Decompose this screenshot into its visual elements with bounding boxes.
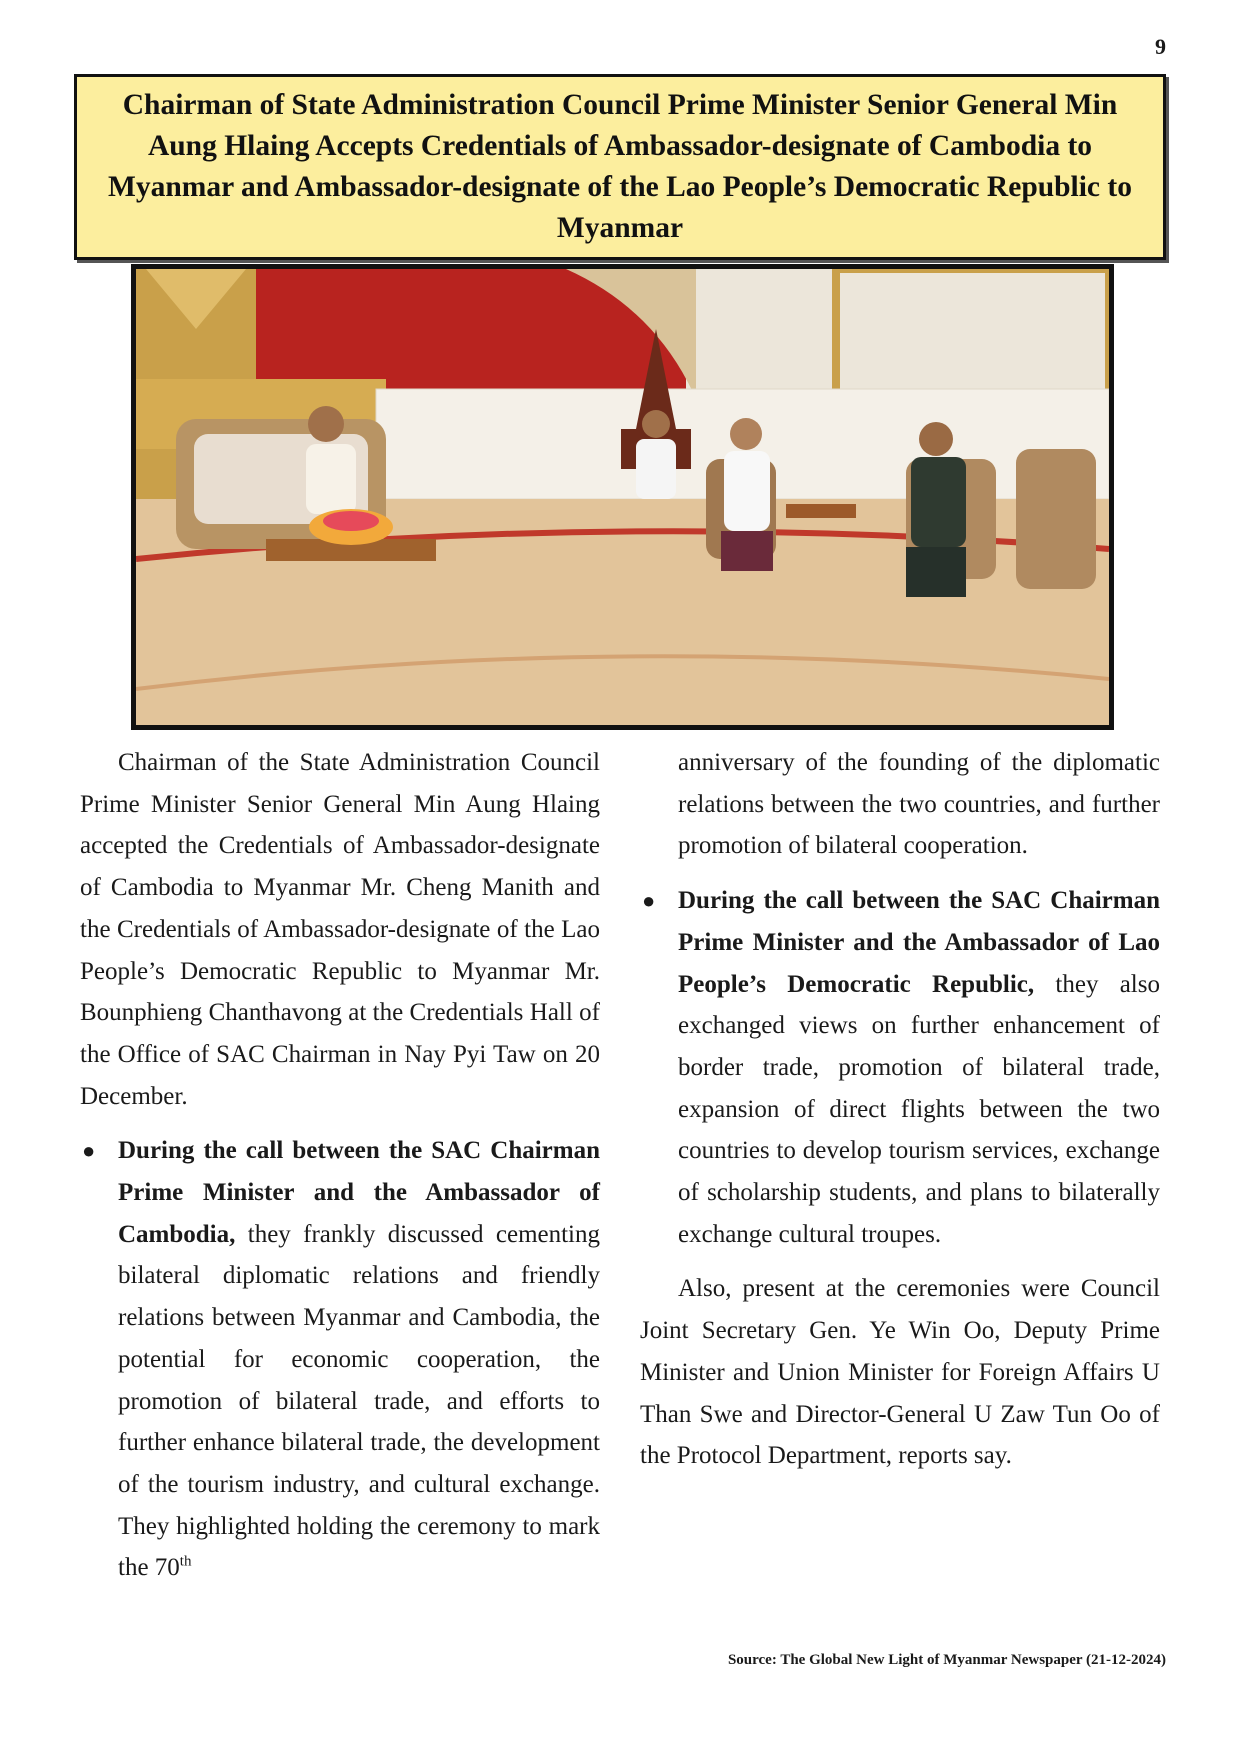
- article-closing: Also, present at the ceremonies were Council Joint Secretary Gen. Ye Win Oo, Deputy Prime Minister and Union Minister for Foreign Affairs U Than Swe and Director-General U Zaw Tun Oo of the Protocol Department, reports say.: [640, 1275, 1160, 1470]
- bullet-icon: ●: [642, 888, 656, 914]
- ceremony-photo-illustration: [136, 269, 1109, 725]
- article-intro: Chairman of the State Administration Council Prime Minister Senior General Min Aung Hlaing accepted the Credentials of Ambassador-designate of Cambodia to Myanmar Mr. Cheng Manith and the Credentials of Ambassador-designate of the Lao People’s Democratic Republic to Myanmar Mr. Bounphieng Chanthavong at the Credentials Hall of the Office of SAC Chairman in Nay Pyi Taw on 20 December.: [80, 749, 600, 1110]
- article-bullet-cambodia-continued: anniversary of the founding of the diplomatic relations between the two countries, and further promotion of bilateral cooperation.: [678, 749, 1160, 860]
- photo-figure-1: [306, 444, 356, 514]
- headline-box: [74, 74, 1166, 260]
- ceremony-photo: [131, 264, 1114, 730]
- source-credit: Source: The Global New Light of Myanmar Newspaper (21-12-2024): [727, 1652, 1166, 1668]
- article-bullet-cambodia: [80, 1130, 600, 1589]
- photo-figure-4: [911, 457, 966, 547]
- article-column-left: [80, 742, 600, 1589]
- page-number: 9: [1155, 34, 1166, 59]
- article-bullet-lao: [640, 880, 1160, 1255]
- bullet-icon: ●: [82, 1138, 96, 1164]
- bullet-cambodia-lead: During the call between the SAC Chairman Prime Minister and the Ambassador of Cambodia,: [118, 1137, 600, 1248]
- headline: Chairman of State Administration Council Prime Minister Senior General Min Aung Hlaing Accepts Credentials of Ambassador-designate of Cambodia to Myanmar and Ambassador-designate of the Lao People’s Democratic Republic to Myanmar: [108, 89, 1132, 244]
- article-column-right: [640, 742, 1160, 1477]
- bullet-lao-text: they also exchanged views on further enhancement of border trade, promotion of bilateral trade, expansion of direct flights between the two countries to develop tourism services, exchange of scholarship students, and plans to bilaterally exchange cultural troupes.: [678, 970, 1160, 1248]
- bullet-lao-lead: During the call between the SAC Chairman Prime Minister and the Ambassador of Lao People’s Democratic Republic,: [678, 887, 1160, 998]
- photo-figure-2: [636, 439, 676, 499]
- photo-figure-3: [724, 451, 770, 531]
- bullet-cambodia-text: they frankly discussed cementing bilateral diplomatic relations and friendly relations between Myanmar and Cambodia, the potential for economic cooperation, the promotion of bilateral trade, and efforts to further enhance bilateral trade, the development of the tourism industry, and cultural exchange. They highlighted holding the ceremony to mark the 70: [118, 1220, 600, 1582]
- bullet-cambodia-sup: th: [179, 1554, 192, 1571]
